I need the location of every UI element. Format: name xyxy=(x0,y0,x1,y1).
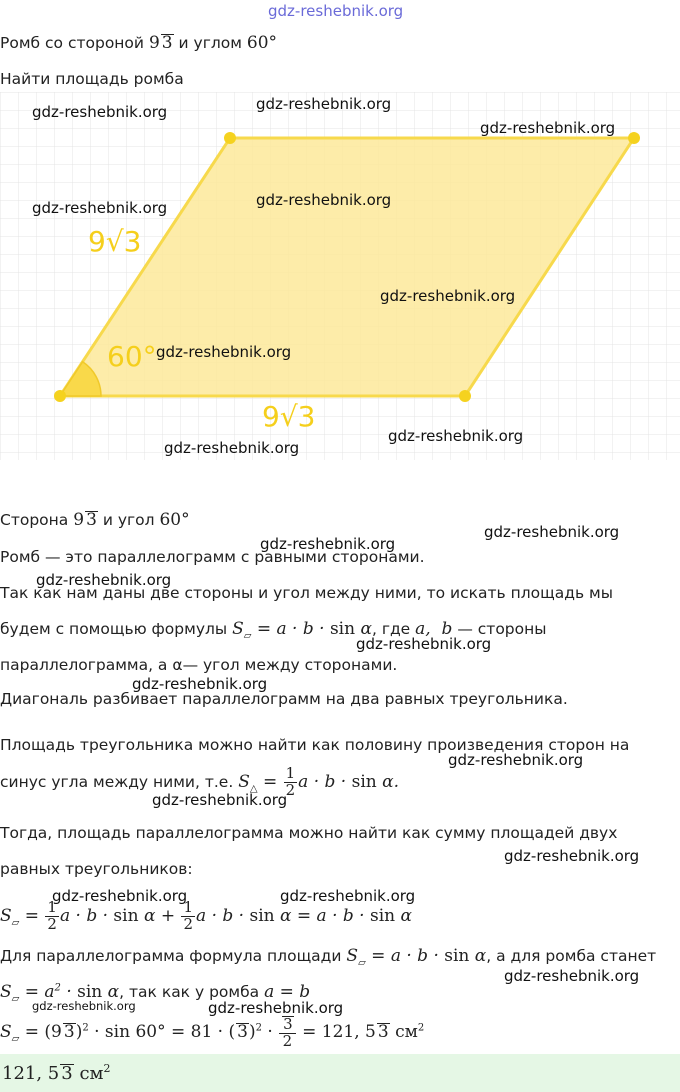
watermark-small: gdz-reshebnik.org xyxy=(32,999,136,1013)
watermark: gdz-reshebnik.org xyxy=(448,751,584,769)
solution-line-3: Так как нам даны две стороны и угол между ними, то искать площадь мы xyxy=(0,584,613,602)
watermark: gdz-reshebnik.org xyxy=(280,887,416,905)
vertex-bottom-left xyxy=(54,390,66,402)
rhombus-reason: , так как у ромба xyxy=(119,983,260,1001)
watermark: gdz-reshebnik.org xyxy=(504,847,640,865)
watermark: gdz-reshebnik.org xyxy=(164,439,300,457)
watermark: gdz-reshebnik.org xyxy=(36,571,172,589)
angle-value: 60° xyxy=(246,33,278,53)
watermark-top-link[interactable]: gdz-reshebnik.org xyxy=(268,2,404,20)
rhombus-figure xyxy=(0,92,680,464)
vertex-top-right xyxy=(628,132,640,144)
solution-line-7: Площадь треугольника можно найти как половину произведения сторон на xyxy=(0,736,630,754)
triangle-formula-intro: синус угла между ними, т.е. xyxy=(0,772,234,791)
watermark: gdz-reshebnik.org xyxy=(388,427,524,445)
triangle-formula: $S_\triangle$ = $\frac{1}{2}$ a · b · sin α. xyxy=(238,764,400,799)
formula-vars: a, b xyxy=(415,619,453,639)
watermark: gdz-reshebnik.org xyxy=(208,999,344,1017)
watermark: gdz-reshebnik.org xyxy=(380,287,516,305)
solution-line-9: Тогда, площадь параллелограмма можно найти как сумму площадей двух xyxy=(0,824,618,842)
watermark: gdz-reshebnik.org xyxy=(260,535,396,553)
rhombus-figure-svg xyxy=(0,92,680,460)
watermark: gdz-reshebnik.org xyxy=(256,95,392,113)
rhombus-equality: a = b xyxy=(264,982,311,1002)
watermark: gdz-reshebnik.org xyxy=(356,635,492,653)
vertex-bottom-right xyxy=(459,390,471,402)
solution-line-12 xyxy=(0,946,656,969)
label-side-left: 9√3 xyxy=(88,225,142,258)
problem-task: Найти площадь ромба xyxy=(0,70,184,88)
problem-statement xyxy=(0,33,277,53)
watermark: gdz-reshebnik.org xyxy=(152,791,288,809)
parallelogram-intro: Для параллелограмма формула площади xyxy=(0,947,342,965)
answer-box xyxy=(0,1054,680,1092)
watermark: gdz-reshebnik.org xyxy=(32,103,168,121)
answer-value: 121, 5 3 $см^2$ xyxy=(2,1062,111,1084)
watermark: gdz-reshebnik.org xyxy=(32,199,168,217)
label-side-bottom: 9√3 xyxy=(262,400,316,433)
angle-prefix: и угол xyxy=(102,511,155,529)
parallelogram-formula: $S_▱ = a \cdot b \cdot \sin \alpha$ xyxy=(346,946,487,969)
watermark: gdz-reshebnik.org xyxy=(256,191,392,209)
watermark: gdz-reshebnik.org xyxy=(156,343,292,361)
statement-mid: и углом xyxy=(178,34,242,52)
label-angle: 60° xyxy=(107,340,157,373)
side-value-2: 9 3 xyxy=(73,510,97,530)
solution-line-6: Диагональ разбивает параллелограмм на два равных треугольника. xyxy=(0,690,568,708)
formula-intro: будем с помощью формулы xyxy=(0,620,228,638)
rhombus-formula: $S_▱ = a^2 \cdot \sin \alpha$ xyxy=(0,982,120,1005)
rhombus-intro: , а для ромба станет xyxy=(486,947,657,965)
watermark: gdz-reshebnik.org xyxy=(484,523,620,541)
watermark: gdz-reshebnik.org xyxy=(480,119,616,137)
formula-suffix: — стороны xyxy=(457,620,547,638)
vertex-top-left xyxy=(224,132,236,144)
side-value: 9 3 xyxy=(148,33,173,53)
watermark: gdz-reshebnik.org xyxy=(52,887,188,905)
sum-formula: $S_▱$ = $\frac{1}{2}$ a · b · sin α + $\frac{1}{2}$ a · b · sin α = a · b · sin α xyxy=(0,898,413,933)
watermark: gdz-reshebnik.org xyxy=(132,675,268,693)
solution-line-10: равных треугольников: xyxy=(0,860,193,878)
solution-line-5: параллелограмма, а α— угол между сторонами. xyxy=(0,656,398,674)
final-computation: $S_▱ = (9$ 3)$^2$ · sin 60° = 81 · ( 3)$^2$ · $\frac{3}{2}$ = 121, 5 3 $см^2$ xyxy=(0,1015,425,1050)
area-formula: $S_▱ = a \cdot b \cdot \sin \alpha$ xyxy=(232,619,372,642)
watermark: gdz-reshebnik.org xyxy=(504,967,640,985)
solution-line-2: Ромб — это параллелограмм с равными сторонами. xyxy=(0,548,425,566)
solution-line-14 xyxy=(0,1016,424,1050)
formula-where: , где xyxy=(371,620,411,638)
statement-prefix: Ромб со стороной xyxy=(0,34,144,52)
side-prefix: Сторона xyxy=(0,511,69,529)
solution-line-1 xyxy=(0,510,190,530)
angle-value-2: 60° xyxy=(159,510,190,530)
